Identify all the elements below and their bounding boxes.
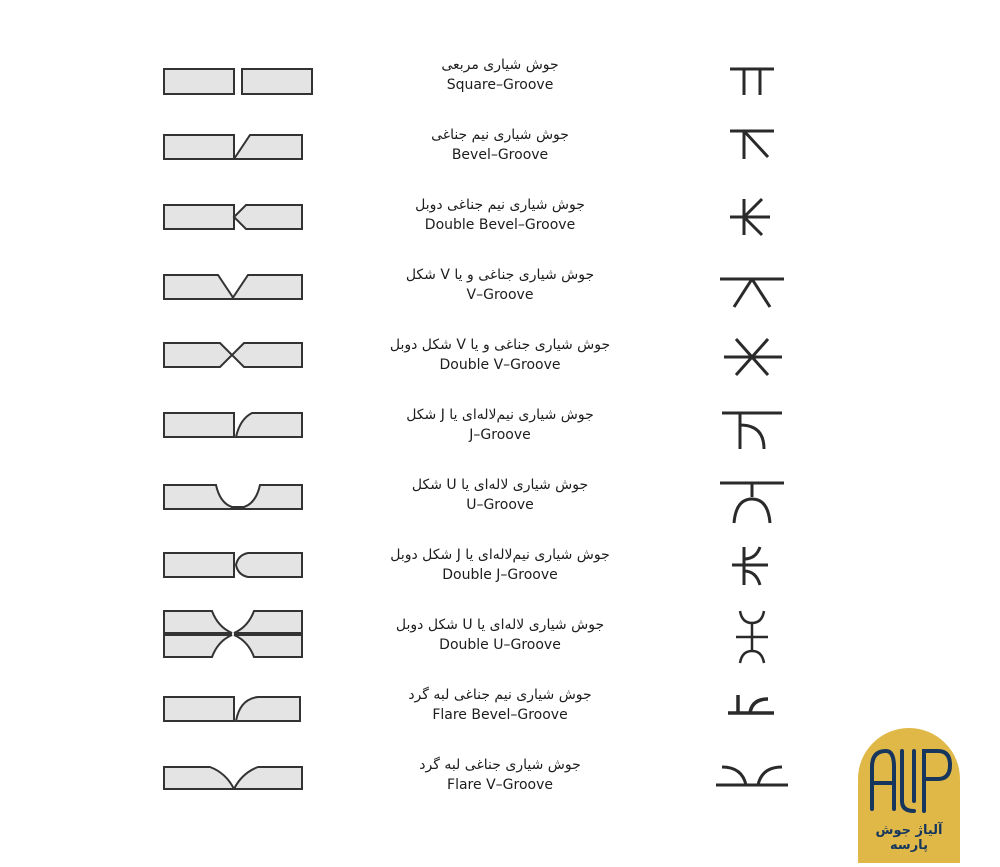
square-groove-joint-diagram	[160, 55, 316, 125]
weld-row-double-bevel-groove	[0, 195, 1000, 265]
weld-row-double-u-groove	[0, 605, 1000, 675]
weld-row-square-groove	[0, 55, 1000, 125]
weld-labels	[360, 405, 640, 445]
u-groove-symbol-icon	[708, 475, 798, 545]
weld-name-en: Flare Bevel–Groove	[432, 707, 568, 723]
weld-name-en: V–Groove	[466, 287, 534, 303]
v-groove-symbol-icon	[708, 265, 798, 335]
weld-name-fa: جوش شیاری مربعی	[441, 57, 559, 73]
weld-labels	[360, 265, 640, 305]
weld-name-en: J–Groove	[469, 427, 531, 443]
double-bevel-groove-joint-diagram	[160, 195, 316, 265]
weld-row-bevel-groove	[0, 125, 1000, 195]
double-bevel-groove-symbol-icon	[708, 195, 798, 265]
weld-row-u-groove	[0, 475, 1000, 545]
weld-labels	[360, 685, 640, 725]
bevel-groove-joint-diagram	[160, 125, 316, 195]
company-name: آلیاژ جوش پارسه	[875, 823, 943, 853]
weld-labels	[360, 475, 640, 515]
weld-name-fa: جوش شیاری جناغی لبه گرد	[419, 757, 581, 773]
double-u-groove-joint-diagram	[160, 605, 316, 675]
weld-name-en: U–Groove	[466, 497, 534, 513]
weld-name-en: Square–Groove	[446, 77, 554, 93]
weld-row-flare-v-groove	[0, 755, 1000, 825]
weld-name-fa: جوش شیاری لاله‌ای یا U شکل	[411, 477, 589, 493]
flare-v-groove-symbol-icon	[708, 755, 798, 825]
weld-labels	[360, 55, 640, 95]
weld-labels	[360, 195, 640, 235]
weld-name-fa: جوش شیاری نیم جناغی دوبل	[415, 197, 585, 213]
weld-labels	[360, 615, 640, 655]
u-groove-joint-diagram	[160, 475, 316, 545]
bevel-groove-symbol-icon	[708, 125, 798, 195]
weld-name-en: Bevel–Groove	[451, 147, 549, 163]
company-logo	[858, 727, 960, 863]
weld-name-fa: جوش شیاری جناغی و یا V شکل دوبل	[389, 337, 611, 353]
weld-labels	[360, 335, 640, 375]
weld-name-fa: جوش شیاری جناغی و یا V شکل	[405, 267, 595, 283]
weld-name-fa: جوش شیاری نیم‌لاله‌ای یا J شکل	[406, 407, 594, 423]
weld-labels	[360, 755, 640, 795]
double-u-groove-symbol-icon	[708, 605, 798, 675]
v-groove-joint-diagram	[160, 265, 316, 335]
weld-name-en: Double Bevel–Groove	[424, 217, 576, 233]
weld-name-en: Double J–Groove	[442, 567, 558, 583]
weld-name-en: Double V–Groove	[439, 357, 561, 373]
flare-bevel-groove-symbol-icon	[708, 685, 798, 755]
weld-row-j-groove	[0, 405, 1000, 475]
weld-labels	[360, 125, 640, 165]
weld-name-en: Double U–Groove	[439, 637, 561, 653]
weld-name-fa: جوش شیاری لاله‌ای یا U شکل دوبل	[395, 617, 605, 633]
weld-name-fa: جوش شیاری نیم جناغی	[431, 127, 569, 143]
j-groove-joint-diagram	[160, 405, 316, 475]
weld-name-en: Flare V–Groove	[447, 777, 553, 793]
weld-name-fa: جوش شیاری نیم جناغی لبه گرد	[408, 687, 592, 703]
weld-row-v-groove	[0, 265, 1000, 335]
flare-v-groove-joint-diagram	[160, 755, 316, 825]
j-groove-symbol-icon	[708, 405, 798, 475]
weld-name-fa: جوش شیاری نیم‌لاله‌ای یا J شکل دوبل	[390, 547, 610, 563]
square-groove-symbol-icon	[708, 55, 798, 125]
double-v-groove-joint-diagram	[160, 335, 316, 405]
double-v-groove-symbol-icon	[708, 335, 798, 405]
weld-row-double-v-groove	[0, 335, 1000, 405]
weld-labels	[360, 545, 640, 585]
flare-bevel-groove-joint-diagram	[160, 685, 316, 755]
weld-row-flare-bevel-groove	[0, 685, 1000, 755]
